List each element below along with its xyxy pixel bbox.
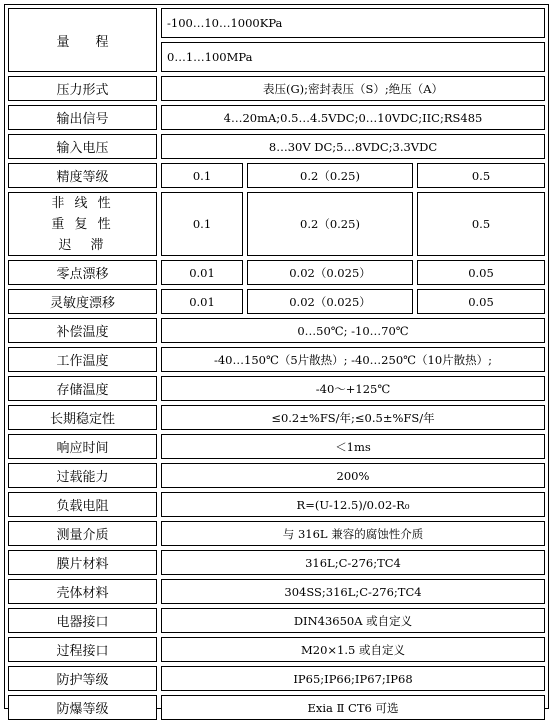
label-accuracy: 精度等级 [8,163,157,188]
label-storage-temp: 存储温度 [8,376,157,401]
value-medium: 与 316L 兼容的腐蚀性介质 [161,521,545,546]
label-pressure-type: 压力形式 [8,76,157,101]
value-overload: 200% [161,463,545,488]
label-line: 非 线 性 [51,195,114,211]
label-linearity [8,192,157,256]
value-accuracy-col3: 0.5 [417,163,545,188]
value-storage-temp: -40～+125℃ [161,376,545,401]
value-input-voltage: 8…30V DC;5…8VDC;3.3VDC [161,134,545,159]
label-process-connection: 过程接口 [8,637,157,662]
label-sensitivity-drift: 灵敏度漂移 [8,289,157,314]
label-load-resistance: 负载电阻 [8,492,157,517]
value-zero-drift-col2: 0.02（0.025） [247,260,413,285]
value-output-signal: 4…20mA;0.5…4.5VDC;0…10VDC;IIC;RS485 [161,105,545,130]
value-housing-material: 304SS;316L;C-276;TC4 [161,579,545,604]
value-electrical-connector: DIN43650A 或自定义 [161,608,545,633]
value-sensitivity-drift-col2: 0.02（0.025） [247,289,413,314]
label-line: 重 复 性 [51,216,114,232]
label-response-time: 响应时间 [8,434,157,459]
value-pressure-type: 表压(G);密封表压（S）;绝压（A） [161,76,545,101]
value-range-mpa: 0…1…100MPa [161,42,545,72]
label-input-voltage: 输入电压 [8,134,157,159]
value-response-time: ＜1ms [161,434,545,459]
value-process-connection: M20×1.5 或自定义 [161,637,545,662]
value-compensation-temp: 0…50℃; -10…70℃ [161,318,545,343]
value-explosion-proof: Exia Ⅱ CT6 可选 [161,695,545,720]
value-load-resistance: R=(U-12.5)/0.02-R₀ [161,492,545,517]
value-linearity-col2: 0.2（0.25) [247,192,413,256]
value-diaphragm-material: 316L;C-276;TC4 [161,550,545,575]
value-zero-drift-col3: 0.05 [417,260,545,285]
label-protection: 防护等级 [8,666,157,691]
value-linearity-col3: 0.5 [417,192,545,256]
label-long-term-stability: 长期稳定性 [8,405,157,430]
label-compensation-temp: 补偿温度 [8,318,157,343]
value-sensitivity-drift-col3: 0.05 [417,289,545,314]
label-output-signal: 输出信号 [8,105,157,130]
label-overload: 过载能力 [8,463,157,488]
label-electrical-connector: 电器接口 [8,608,157,633]
value-long-term-stability: ≤0.2±%FS/年;≤0.5±%FS/年 [161,405,545,430]
value-working-temp: -40…150℃（5片散热）; -40…250℃（10片散热）; [161,347,545,372]
label-housing-material: 壳体材料 [8,579,157,604]
value-linearity-col1: 0.1 [161,192,243,256]
label-explosion-proof: 防爆等级 [8,695,157,720]
value-range-kpa: -100…10…1000KPa [161,8,545,38]
label-line: 迟 滞 [58,237,107,253]
value-accuracy-col2: 0.2（0.25) [247,163,413,188]
value-protection: IP65;IP66;IP67;IP68 [161,666,545,691]
label-zero-drift: 零点漂移 [8,260,157,285]
label-diaphragm-material: 膜片材料 [8,550,157,575]
value-accuracy-col1: 0.1 [161,163,243,188]
value-zero-drift-col1: 0.01 [161,260,243,285]
label-range: 量 程 [8,8,157,72]
label-working-temp: 工作温度 [8,347,157,372]
label-medium: 测量介质 [8,521,157,546]
value-sensitivity-drift-col1: 0.01 [161,289,243,314]
